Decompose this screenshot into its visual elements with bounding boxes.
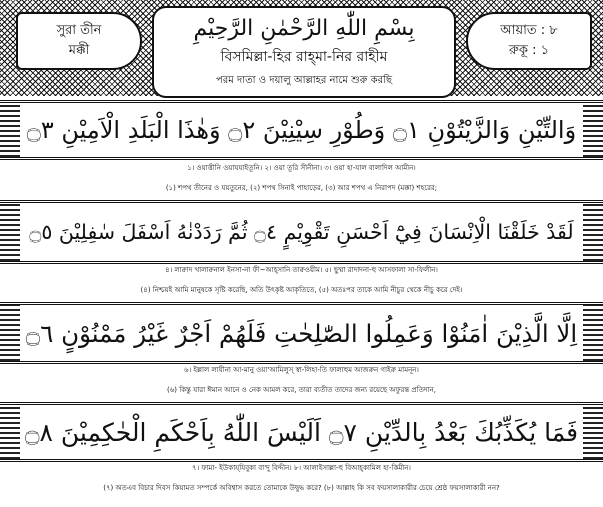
translation: (৪) নিশ্চয়ই আমি মানুষকে সৃষ্টি করেছি, অতি উৎকৃষ্ট আকৃতিতে, (৫) অতঃপর তাকে আমি নীচুর থেকে নীচু করে দেই। <box>140 286 463 294</box>
translation: (১) শপথ তীনের ও যয়তুনের, (২) শপথ সিনাই পাহাড়ের, (৩) আর শপথ এ নিরাপদ (মক্কা) শহরের; <box>165 184 438 192</box>
bismillah-box <box>152 6 456 98</box>
border-ornament <box>583 203 603 261</box>
surah-info-box <box>16 12 142 70</box>
bismillah-meaning: পরম দাতা ও দয়ালু আল্লাহর নামে শুরু করছি <box>215 74 393 86</box>
arabic-band <box>0 402 603 462</box>
surah-name: সুরা তীন <box>56 23 102 38</box>
arabic-band <box>0 200 603 264</box>
translation: (৭) অতএব বিচার দিবস কিয়ামত সম্পর্কে অবিশ্বাস করতে তোমাকে উদ্বুদ্ধ করে? (৮) আল্লাহ কি সব ফয়সালাকারীর চেয়ে শ্রেষ্ঠ ফয়সালাকারী নন? <box>103 484 500 492</box>
surah-header <box>0 0 603 96</box>
arabic-verse: فَمَا يُكَذِّبُكَ بَعْدُ بِالدِّيْنِ ۝٧ اَلَيْسَ اللّٰهُ بِاَحْكَمِ الْحٰكِمِيْنَ ۝٨ <box>24 417 579 447</box>
arabic-band <box>0 100 603 160</box>
bismillah-bangla: বিসমিল্লা-হির রাহ্‌মা-নির রাহীম <box>220 48 388 65</box>
ayat-count: আয়াত : ৮ <box>500 23 558 38</box>
translation: (৬) কিন্তু যারা ঈমান আনে ও নেক আমল করে, তারা ব্যতীত তাদের জন্য রয়েছে অফুরন্ত প্রতিদান, <box>167 386 436 394</box>
arabic-band <box>0 302 603 364</box>
border-ornament <box>0 203 20 261</box>
border-ornament <box>583 103 603 157</box>
transliteration: ৪। লাক্বাদ খালাক্বনাল ইনসা-না ফী~আহ্‌সানি তাক্বওয়ীম। ৫। ছুম্মা রাদাদনা-হু আসফালা সা-ফিলীন। <box>165 266 438 274</box>
border-ornament <box>0 305 20 361</box>
border-ornament <box>583 405 603 459</box>
arabic-verse: وَالتِّيْنِ وَالزَّيْتُوْنِ ۝١ وَطُوْرِ سِيْنِيْنَ ۝٢ وَهٰذَا الْبَلَدِ الْاَمِيْنِ ۝٣ <box>26 116 577 144</box>
border-ornament <box>583 305 603 361</box>
transliteration: ৬। ইল্লাল লাযীনা আ-মানু ওয়া'আমিলুস্‌ স্বা-লিহা-তি ফালাহুম আজরুন গাইরু মামনূন। <box>184 366 419 374</box>
border-ornament <box>0 405 20 459</box>
ruku-count: রুকূ : ১ <box>508 43 550 58</box>
border-ornament <box>0 103 20 157</box>
ayat-info-box <box>466 12 592 70</box>
arabic-verse: اِلَّا الَّذِيْنَ اٰمَنُوْا وَعَمِلُوا الصّٰلِحٰتِ فَلَهُمْ اَجْرٌ غَيْرُ مَمْنُوْنٍ ۝٦ <box>25 318 578 348</box>
bismillah-arabic: بِسْمِ اللّٰهِ الرَّحْمٰنِ الرَّحِيْمِ <box>193 15 415 41</box>
transliteration: ৭। ফামা- ইউকায্‌যিবুকা বা'দু বিদ্দীন। ৮। আলাইসাল্লা-হু বিআহ্‌কামিল হা-কিমীন। <box>192 464 411 472</box>
surah-type: মক্কী <box>68 43 90 58</box>
transliteration: ১। ওয়াত্তীনি ওয়াযযাইতূনি। ২। ওয়া তূরি সীনীনা। ৩। ওয়া হা-যাল বালাদিল আমীন। <box>187 164 416 172</box>
arabic-verse: لَقَدْ خَلَقْنَا الْاِنْسَانَ فِيْٓ اَحْسَنِ تَقْوِيْمٍ ۝٤ ثُمَّ رَدَدْنٰهُ اَسْفَلَ سٰفِلِيْنَ ۝٥ <box>29 220 574 244</box>
